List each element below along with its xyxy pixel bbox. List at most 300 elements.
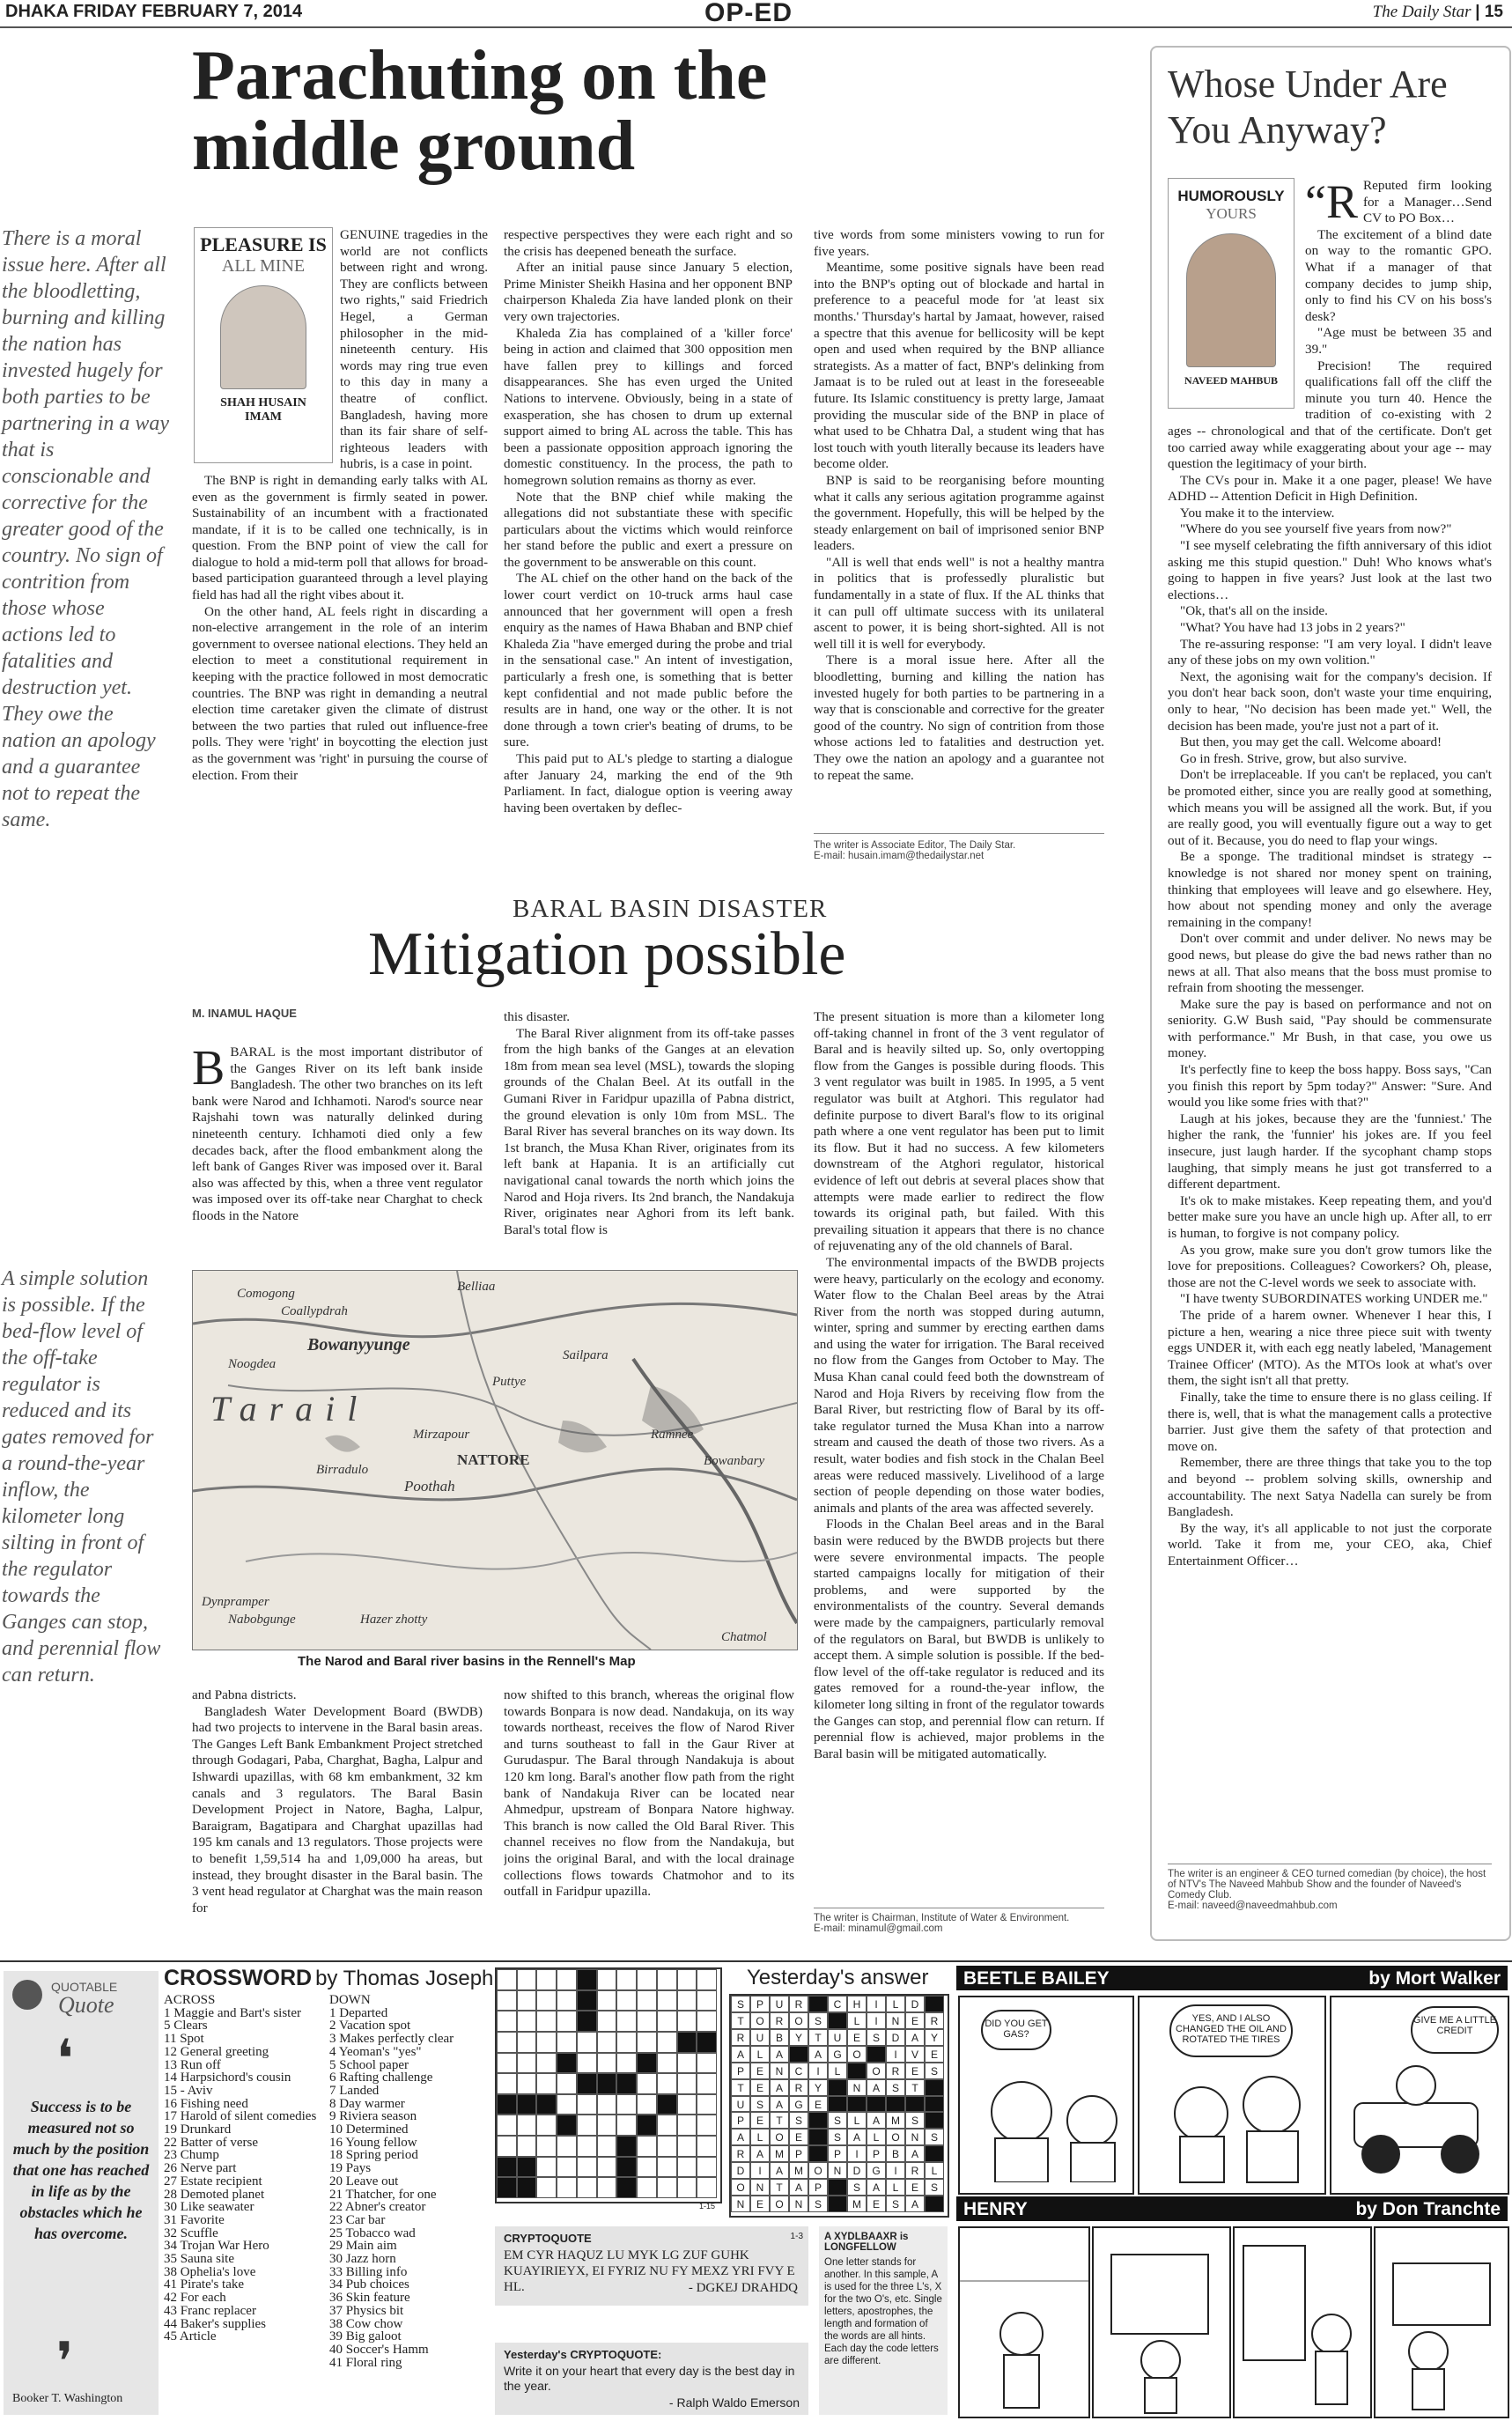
answer-letter: S xyxy=(750,2096,770,2113)
paragraph xyxy=(192,1044,483,1225)
map-label: Nabobgunge xyxy=(228,1613,296,1627)
answer-letter: Y xyxy=(925,2029,944,2046)
grid-cell[interactable] xyxy=(497,2115,517,2136)
grid-block xyxy=(517,2094,537,2115)
quote-author: Booker T. Washington xyxy=(12,2392,123,2405)
answer-block xyxy=(867,2046,886,2063)
grid-cell[interactable] xyxy=(536,2115,557,2136)
author-email: E-mail: naveed@naveedmahbub.com xyxy=(1168,1901,1338,1911)
across-clue: 17 Harold of silent comedies xyxy=(164,2109,317,2124)
answer-letter: N xyxy=(789,2196,808,2212)
grid-block xyxy=(497,2094,517,2115)
grid-cell[interactable] xyxy=(697,2053,717,2074)
paragraph: The re-assuring response: "I am very loyal. I didn't leave any of these jobs on my own volition." xyxy=(1168,636,1492,668)
grid-cell[interactable] xyxy=(637,2073,657,2094)
grid-cell[interactable] xyxy=(497,2053,517,2074)
answer-letter: M xyxy=(789,2162,808,2179)
article3-title: Whose Under Are You Anyway? xyxy=(1168,63,1448,151)
grid-cell[interactable] xyxy=(637,2136,657,2157)
map-label: Belliaa xyxy=(457,1280,496,1294)
grid-cell[interactable] xyxy=(597,2157,617,2178)
answer-letter: A xyxy=(905,2029,925,2046)
grid-cell[interactable] xyxy=(616,2053,637,2074)
grid-cell[interactable] xyxy=(517,2032,537,2053)
grid-cell[interactable] xyxy=(677,2094,697,2115)
answer-block xyxy=(789,2046,808,2063)
answer-letter: M xyxy=(847,2196,867,2212)
paragraph: Be a sponge. The traditional mindset is strategy -- knowledge is not shared nor money spent on training, thinking that employees will leave and go elsewhere. Hey, how about not spending money and only the average remaining in the company! xyxy=(1168,849,1492,930)
grid-cell[interactable] xyxy=(536,2032,557,2053)
across-clue: 38 Ophelia's love xyxy=(164,2264,256,2279)
comic-art xyxy=(960,2228,1088,2417)
across-clue: 12 General greeting xyxy=(164,2044,269,2059)
answer-letter: L xyxy=(847,2012,867,2029)
grid-cell[interactable] xyxy=(577,2053,597,2074)
author-note: The writer is an engineer & CEO turned comedian (by choice), the host of NTV's The Naveed Mahbub Show and the founder of Naveed's Comedy Club. xyxy=(1168,1869,1486,1901)
answer-letter: I xyxy=(808,2063,828,2079)
henry-panel-2 xyxy=(1092,2226,1231,2418)
grid-cell[interactable] xyxy=(657,2032,677,2053)
grid-cell[interactable] xyxy=(497,2032,517,2053)
answer-letter: D xyxy=(731,2162,750,2179)
grid-cell[interactable] xyxy=(597,2094,617,2115)
crossword-byline: by Thomas Joseph xyxy=(315,1967,494,1990)
grid-cell[interactable] xyxy=(677,2115,697,2136)
quote-box xyxy=(4,1971,159,2415)
grid-cell[interactable] xyxy=(677,1990,697,2011)
grid-cell[interactable] xyxy=(536,1990,557,2011)
article2-col3 xyxy=(814,1009,1104,1893)
grid-cell[interactable] xyxy=(697,2011,717,2032)
comic-author: by Don Tranchte xyxy=(1355,2199,1501,2219)
grid-cell[interactable] xyxy=(597,1990,617,2011)
map-label: Noogdea xyxy=(228,1357,277,1371)
answer-block xyxy=(828,2012,847,2029)
answer-letter: C xyxy=(789,2063,808,2079)
grid-cell[interactable] xyxy=(637,1990,657,2011)
grid-block xyxy=(497,2157,517,2178)
answer-letter: A xyxy=(770,2096,789,2113)
answer-letter: E xyxy=(925,2046,944,2063)
grid-block xyxy=(517,2157,537,2178)
down-clue: 7 Landed xyxy=(329,2083,380,2098)
grid-cell[interactable] xyxy=(517,2115,537,2136)
answer-letter: L xyxy=(886,2179,905,2196)
beetle-panel-3 xyxy=(1330,1996,1509,2195)
grid-block xyxy=(557,2115,577,2136)
answer-letter: O xyxy=(770,2129,789,2145)
section-label: OP-ED xyxy=(704,0,793,27)
answer-letter: O xyxy=(731,2179,750,2196)
grid-cell[interactable] xyxy=(657,2115,677,2136)
author-name: SHAH HUSAIN IMAM xyxy=(220,396,306,424)
down-clue: 5 School paper xyxy=(329,2057,409,2072)
beetle-panel-2 xyxy=(1138,1996,1326,2195)
down-clue: 16 Young fellow xyxy=(329,2135,417,2150)
paragraph: BNP is said to be reorganising before mounting what it calls any serious agitation programme against the government. Hopefully, this will be helped by the steady enlargement on bail of imprisoned senior BNP leaders. xyxy=(814,472,1104,554)
across-clue: 41 Pirate's take xyxy=(164,2277,245,2292)
column-subtitle: ALL MINE xyxy=(221,256,306,276)
across-clue: 28 Demoted planet xyxy=(164,2187,265,2202)
grid-cell[interactable] xyxy=(677,2177,697,2198)
article2-pullquote: A simple solution is possible. If the bed-flow level of the off-take regulator is reduced and its gates removed for a round-the-year inflow, the kilometer long silting in front of the regulator towards the Ganges can stop, and perennial flow can return. xyxy=(2,1267,161,1687)
paragraph: "All is well that ends well" is not a healthy mantra in politics that is professedly pluralistic but fundamentally in a state of flux. If the AL thinks that it can pull off ultimate success with its unilateral ascent to power, it is being short-sighted. All is not well till it is well for everybody. xyxy=(814,554,1104,652)
grid-cell[interactable] xyxy=(657,2177,677,2198)
paragraph: and Pabna districts. xyxy=(192,1687,297,1702)
grid-cell[interactable] xyxy=(597,2011,617,2032)
answer-letter: E xyxy=(808,2096,828,2113)
grid-cell[interactable] xyxy=(637,1969,657,1990)
grid-cell[interactable] xyxy=(597,2115,617,2136)
grid-block xyxy=(557,2053,577,2074)
grid-cell[interactable] xyxy=(597,2053,617,2074)
down-clue: 29 Main aim xyxy=(329,2239,397,2254)
answer-letter: Y xyxy=(789,2029,808,2046)
grid-cell[interactable] xyxy=(677,2136,697,2157)
paragraph: This paid put to AL's pledge to starting a dialogue after January 24, marking the end of the 9th Parliament. In fact, dialogue option is veering away having been overtaken by deflec- xyxy=(504,751,793,816)
answer-letter: A xyxy=(905,2196,925,2212)
across-clues xyxy=(164,1994,326,2417)
dateline: DHAKA FRIDAY FEBRUARY 7, 2014 xyxy=(5,2,303,21)
grid-cell[interactable] xyxy=(517,1969,537,1990)
grid-cell[interactable] xyxy=(697,2136,717,2157)
down-clue: 23 Car bar xyxy=(329,2212,386,2227)
answer-letter: P xyxy=(731,2112,750,2129)
grid-cell[interactable] xyxy=(697,2177,717,2198)
grid-block xyxy=(637,2115,657,2136)
grid-cell[interactable] xyxy=(637,2094,657,2115)
answer-letter: E xyxy=(789,2129,808,2145)
quote-label: QUOTABLE xyxy=(51,1980,118,1994)
grid-cell[interactable] xyxy=(557,2032,577,2053)
answer-letter: A xyxy=(770,2046,789,2063)
grid-block xyxy=(577,2011,597,2032)
grid-block xyxy=(657,2094,677,2115)
grid-block xyxy=(497,2177,517,2198)
across-clue: 5 Clears xyxy=(164,2019,208,2033)
paragraph: "Ok, that's all on the inside. xyxy=(1180,603,1328,619)
crossword-heading xyxy=(164,1966,493,1991)
grid-cell[interactable] xyxy=(497,2136,517,2157)
grid-cell[interactable] xyxy=(616,2115,637,2136)
down-clue: 18 Spring period xyxy=(329,2148,418,2163)
paragraph: Make sure the pay is based on performance and not on seniority. G.W Bush said, "Pay should be commensurate with performance." Mr Bush, in that case, you owe us money. xyxy=(1168,996,1492,1061)
answer-block xyxy=(828,2196,847,2212)
across-clue: 34 Trojan War Hero xyxy=(164,2239,269,2254)
answer-letter: U xyxy=(828,2029,847,2046)
across-list xyxy=(164,2007,326,2343)
grid-block xyxy=(577,1969,597,1990)
across-clue: 1 Maggie and Bart's sister xyxy=(164,2005,302,2020)
down-clues xyxy=(329,1994,488,2417)
henry-header xyxy=(956,2196,1508,2221)
grid-cell[interactable] xyxy=(597,1969,617,1990)
down-clue: 19 Pays xyxy=(329,2161,372,2176)
grid-cell[interactable] xyxy=(557,2177,577,2198)
grid-cell[interactable] xyxy=(657,2073,677,2094)
grid-cell[interactable] xyxy=(616,1969,637,1990)
answer-letter: M xyxy=(770,2145,789,2162)
paragraph: "I have twenty SUBORDINATES working UNDER me." xyxy=(1180,1291,1488,1307)
map-label: Dynpramper xyxy=(202,1595,269,1609)
down-clue: 8 Day warmer xyxy=(329,2096,405,2111)
grid-cell[interactable] xyxy=(616,2032,637,2053)
answer-letter: A xyxy=(867,2179,886,2196)
grid-cell[interactable] xyxy=(677,2011,697,2032)
grid-cell[interactable] xyxy=(557,2011,577,2032)
answer-letter: H xyxy=(847,1996,867,2012)
answer-letter: E xyxy=(905,2063,925,2079)
grid-cell[interactable] xyxy=(657,2157,677,2178)
grid-cell[interactable] xyxy=(577,2157,597,2178)
answer-letter: D xyxy=(905,1996,925,2012)
across-clue: 23 Chump xyxy=(164,2148,219,2163)
grid-cell[interactable] xyxy=(536,2073,557,2094)
answer-letter: L xyxy=(867,2129,886,2145)
paragraph: There is a moral issue here. After all the bloodletting, burning and killing the nation has invested hugely for both parties to be partnering in a way that is conscionable and corrective for the greater good of the country. No sign of contrition from those whose actions led to fatalities and destruction yet. They owe the nation an apology and a guarantee not to repeat the same. xyxy=(814,653,1104,783)
answer-letter: S xyxy=(828,2112,847,2129)
map-label: Birradulo xyxy=(316,1463,369,1477)
page-header xyxy=(0,0,1512,28)
across-clue: 26 Nerve part xyxy=(164,2161,237,2176)
grid-cell[interactable] xyxy=(536,2136,557,2157)
author-note: The writer is Chairman, Institute of Water & Environment. xyxy=(814,1913,1070,1923)
answer-letter: G xyxy=(828,2046,847,2063)
grid-cell[interactable] xyxy=(597,2177,617,2198)
cryptoquote-title: CRYPTOQUOTE xyxy=(504,2232,592,2245)
paragraph: Go in fresh. Strive, grow, but also survive. xyxy=(1180,750,1407,766)
grid-cell[interactable] xyxy=(577,2094,597,2115)
answer-letter: M xyxy=(886,2112,905,2129)
grid-cell[interactable] xyxy=(517,2053,537,2074)
down-clue: 10 Determined xyxy=(329,2122,409,2137)
down-clue: 9 Riviera season xyxy=(329,2109,417,2124)
grid-cell[interactable] xyxy=(536,2011,557,2032)
grid-cell[interactable] xyxy=(677,2053,697,2074)
rennell-map xyxy=(192,1270,798,1650)
paragraph: The CVs pour in. Make it a one pager, please! We have ADHD -- Attention Deficit in High Definition. xyxy=(1168,472,1492,505)
grid-cell[interactable] xyxy=(497,1969,517,1990)
answer-letter: I xyxy=(750,2162,770,2179)
paragraph: "Age must be between 35 and 39." xyxy=(1305,325,1492,357)
speech-bubble: YES, AND I ALSO CHANGED THE OIL AND ROTATED THE TIRES xyxy=(1169,2004,1293,2057)
answer-block xyxy=(925,2096,944,2113)
answer-letter: Y xyxy=(808,2079,828,2096)
answer-letter: P xyxy=(867,2145,886,2162)
down-clue: 4 Yeoman's "yes" xyxy=(329,2044,422,2059)
paragraph: Remember, there are three things that take you to the top and beyond -- problem solving skills, ownership and accountability. The next Satya Nadella can surely be from Bangladesh. xyxy=(1168,1455,1492,1520)
article1-title: Parachuting on the middle ground xyxy=(192,37,768,185)
down-clue: 41 Floral ring xyxy=(329,2355,402,2370)
grid-cell[interactable] xyxy=(616,2011,637,2032)
answer-letter: S xyxy=(789,2112,808,2129)
yesterday-cryptoquote-title: Yesterday's CRYPTOQUOTE: xyxy=(504,2348,662,2361)
grid-cell[interactable] xyxy=(697,2157,717,2178)
speech-bubble: GIVE ME A LITTLE CREDIT xyxy=(1411,2006,1499,2054)
comic-art xyxy=(969,2059,1124,2182)
paragraph: Note that the BNP chief while making the allegations did not substantiate these with specific particulars about the victims which would reinforce her stand before the public and exert a pressure on the government to be answerable on this count. xyxy=(504,489,793,570)
article1-pullquote: There is a moral issue here. After all the bloodletting, burning and killing the nation has invested hugely for both parties to be partnering in a way that is conscionable and corrective for the greater good of the country. No sign of contrition from those whose actions led to fatalities and destruction yet. They owe the nation an apology and a guarantee not to repeat the same. xyxy=(2,227,169,831)
grid-cell[interactable] xyxy=(497,2073,517,2094)
grid-cell[interactable] xyxy=(697,2094,717,2115)
answer-grid xyxy=(729,1994,949,2218)
answer-block xyxy=(847,2063,867,2079)
article2-author: M. INAMUL HAQUE xyxy=(192,1007,297,1020)
across-clue: 13 Run off xyxy=(164,2057,221,2072)
paragraph: "Where do you see yourself five years from now?" xyxy=(1180,521,1452,537)
grid-cell[interactable] xyxy=(577,2136,597,2157)
grid-cell[interactable] xyxy=(597,2136,617,2157)
grid-cell[interactable] xyxy=(677,1969,697,1990)
answer-letter: L xyxy=(847,2112,867,2129)
answer-letter: S xyxy=(808,2012,828,2029)
grid-cell[interactable] xyxy=(697,1990,717,2011)
henry-panel-4 xyxy=(1374,2226,1509,2418)
grid-block xyxy=(597,2073,617,2094)
grid-cell[interactable] xyxy=(557,1969,577,1990)
grid-cell[interactable] xyxy=(616,1990,637,2011)
answer-letter: D xyxy=(886,2029,905,2046)
grid-cell[interactable] xyxy=(497,2011,517,2032)
down-clue: 6 Rafting challenge xyxy=(329,2070,433,2085)
masthead xyxy=(1373,3,1503,22)
answer-block xyxy=(808,2129,828,2145)
answer-letter: G xyxy=(867,2162,886,2179)
comic-art xyxy=(1337,2050,1502,2182)
column-subtitle: YOURS xyxy=(1206,205,1257,222)
paragraph: "I see myself celebrating the fifth anniversary of this idiot asking me this stupid question." Duh! Who knows what's going to happen in five years? Just look at the last two elections… xyxy=(1168,538,1492,602)
grid-cell[interactable] xyxy=(677,2157,697,2178)
answer-letter: A xyxy=(867,2079,886,2096)
answer-letter: N xyxy=(847,2079,867,2096)
answer-letter: R xyxy=(905,2162,925,2179)
down-clue: 25 Tobacco wad xyxy=(329,2225,416,2240)
answer-letter: A xyxy=(770,2079,789,2096)
masthead-name: The Daily Star xyxy=(1372,3,1471,21)
down-clue: 33 Billing info xyxy=(329,2264,408,2279)
grid-cell[interactable] xyxy=(557,2094,577,2115)
answer-letter: E xyxy=(867,2196,886,2212)
grid-cell[interactable] xyxy=(536,2157,557,2178)
answer-letter: O xyxy=(808,2162,828,2179)
answer-block xyxy=(925,2196,944,2212)
answer-letter: I xyxy=(886,2046,905,2063)
quote-logo-icon xyxy=(12,1980,42,2010)
answer-letter: A xyxy=(847,2129,867,2145)
grid-cell[interactable] xyxy=(677,2073,697,2094)
down-label: DOWN xyxy=(329,1994,371,2007)
grid-cell[interactable] xyxy=(557,2136,577,2157)
across-clue: 15 - Aviv xyxy=(164,2083,213,2098)
map-label: Chatmol xyxy=(721,1630,767,1644)
down-clue: 20 Leave out xyxy=(329,2174,399,2188)
paragraph: The environmental impacts of the BWDB projects were heavy, particularly on the ecology and economy. Water flow to the Chalan Beel areas by the Atrai River from the north was stopped during autumn, winter, spring and summer by erecting earthen dams and using the water for irrigation. The Baral received no flow from the Ganges from October to May. The Musa Khan canal could feed both the downstream of Narod and Hoja Rivers by receiving flow from the Baral River, but restricting flow of Baral by its off-take regulator turned the Musa Khan into a narrow stream and caused the death of those two rivers. As a result, water bodies and fish stock in the Chalan Beel areas were reduced massively. Livelihood of a large section of people depending on those water bodies, animals and plants of the area was affected severely. xyxy=(814,1254,1104,1516)
grid-cell[interactable] xyxy=(697,1969,717,1990)
grid-cell[interactable] xyxy=(517,2011,537,2032)
down-clue: 22 Abner's creator xyxy=(329,2200,426,2215)
answer-letter: O xyxy=(886,2129,905,2145)
answer-letter: D xyxy=(847,2162,867,2179)
answer-letter: U xyxy=(750,2029,770,2046)
author-email: E-mail: husain.imam@thedailystar.net xyxy=(814,851,985,861)
crossword-grid[interactable] xyxy=(495,1967,722,2203)
paragraph: Bangladesh Water Development Board (BWDB) had two projects to intervene in the Baral basin areas. The Ganges Left Bank Embankment Project stretched through Godagari, Paba, Charghat, Bagha, Lalpur and Ishwardi upazillas, with 68 km embankment, 32 km canals and 3 regulators. The Baral Basin Development Project in Natore, Bagha, Lalpur, Baraigram, Bagatipara and Charghat upazillas had 195 km canals and 13 regulators. Those projects were to benefit 1,59,514 ha and 1,09,000 ha areas, but instead, they brought disaster in the Baral basin. The 3 vent head regulator at Charghat was the main reason for xyxy=(192,1703,483,1915)
grid-cell[interactable] xyxy=(657,1969,677,1990)
grid-cell[interactable] xyxy=(637,2177,657,2198)
grid-cell[interactable] xyxy=(517,2073,537,2094)
across-clue: 44 Baker's supplies xyxy=(164,2316,267,2331)
grid-cell[interactable] xyxy=(577,2115,597,2136)
grid-date: 1-15 xyxy=(699,2202,716,2211)
grid-cell[interactable] xyxy=(657,2136,677,2157)
map-caption: The Narod and Baral river basins in the Rennell's Map xyxy=(298,1654,636,1669)
close-quote-icon: ❜ xyxy=(56,2333,74,2391)
grid-cell[interactable] xyxy=(657,2011,677,2032)
paragraph: It's ok to make mistakes. Keep repeating them, and you'd better make sure you have an uncle high up. After all, to err is human, to forgive is not company policy. xyxy=(1168,1192,1492,1241)
grid-cell[interactable] xyxy=(597,2032,617,2053)
answer-block xyxy=(828,2079,847,2096)
answer-block xyxy=(808,1996,828,2012)
grid-cell[interactable] xyxy=(536,1969,557,1990)
grid-cell[interactable] xyxy=(557,2073,577,2094)
paragraph: Finally, take the time to ensure there is no glass ceiling. If there is, well, that is what the management calls a protective barrier. Just give them the safety of that protection and move on. xyxy=(1168,1389,1492,1454)
grid-cell[interactable] xyxy=(577,2177,597,2198)
column-title: PLEASURE IS xyxy=(200,233,327,255)
grid-cell[interactable] xyxy=(517,1990,537,2011)
grid-cell[interactable] xyxy=(657,1990,677,2011)
grid-cell[interactable] xyxy=(497,1990,517,2011)
answer-letter: V xyxy=(905,2046,925,2063)
answer-letter: P xyxy=(808,2179,828,2196)
grid-cell[interactable] xyxy=(517,2136,537,2157)
paragraph: Next, the agonising wait for the company's decision. If you don't hear back soon, don't waste your time enquiring, only to hear, "No decision has been made yet." Well, the decision has been made, you're just not a part of it. xyxy=(1168,668,1492,734)
grid-block xyxy=(697,2032,717,2053)
grid-cell[interactable] xyxy=(637,2032,657,2053)
map-label: Bowanbary xyxy=(704,1454,765,1468)
henry-panel-1 xyxy=(958,2226,1090,2418)
answer-letter: T xyxy=(770,2179,789,2196)
answer-letter: T xyxy=(731,2079,750,2096)
grid-cell[interactable] xyxy=(637,2157,657,2178)
answer-letter: O xyxy=(867,2063,886,2079)
answer-letter: R xyxy=(886,2063,905,2079)
grid-cell[interactable] xyxy=(697,2115,717,2136)
across-clue: 35 Sauna site xyxy=(164,2252,234,2267)
map-label: Comogong xyxy=(237,1287,295,1301)
paragraph: respective perspectives they were each right and so the crisis has deepened beneath the surface. xyxy=(504,227,793,259)
grid-cell[interactable] xyxy=(697,2073,717,2094)
grid-cell[interactable] xyxy=(557,1990,577,2011)
column-title: HUMOROUSLY xyxy=(1177,188,1285,204)
grid-cell[interactable] xyxy=(637,2011,657,2032)
across-clue: 43 Franc replacer xyxy=(164,2303,256,2318)
grid-cell[interactable] xyxy=(557,2157,577,2178)
grid-cell[interactable] xyxy=(657,2053,677,2074)
grid-cell[interactable] xyxy=(577,2032,597,2053)
grid-cell[interactable] xyxy=(616,2094,637,2115)
grid-block xyxy=(616,2157,637,2178)
map-label: Bowanyyunge xyxy=(307,1335,410,1354)
crypto-key-text: One letter stands for another. In this sample, A is used for the three L's, X for the two O's, etc. Single letters, apostrophes, the length and formation of the words are all hints. Each day the code letters are different. xyxy=(824,2257,942,2366)
down-clue: 34 Pub choices xyxy=(329,2277,409,2292)
answer-letter: S xyxy=(886,2196,905,2212)
grid-block xyxy=(577,2073,597,2094)
article2-footer xyxy=(814,1913,1104,1934)
answer-letter: E xyxy=(847,2029,867,2046)
down-clue: 30 Jazz horn xyxy=(329,2252,396,2267)
grid-cell[interactable] xyxy=(536,2177,557,2198)
grid-cell[interactable] xyxy=(536,2053,557,2074)
